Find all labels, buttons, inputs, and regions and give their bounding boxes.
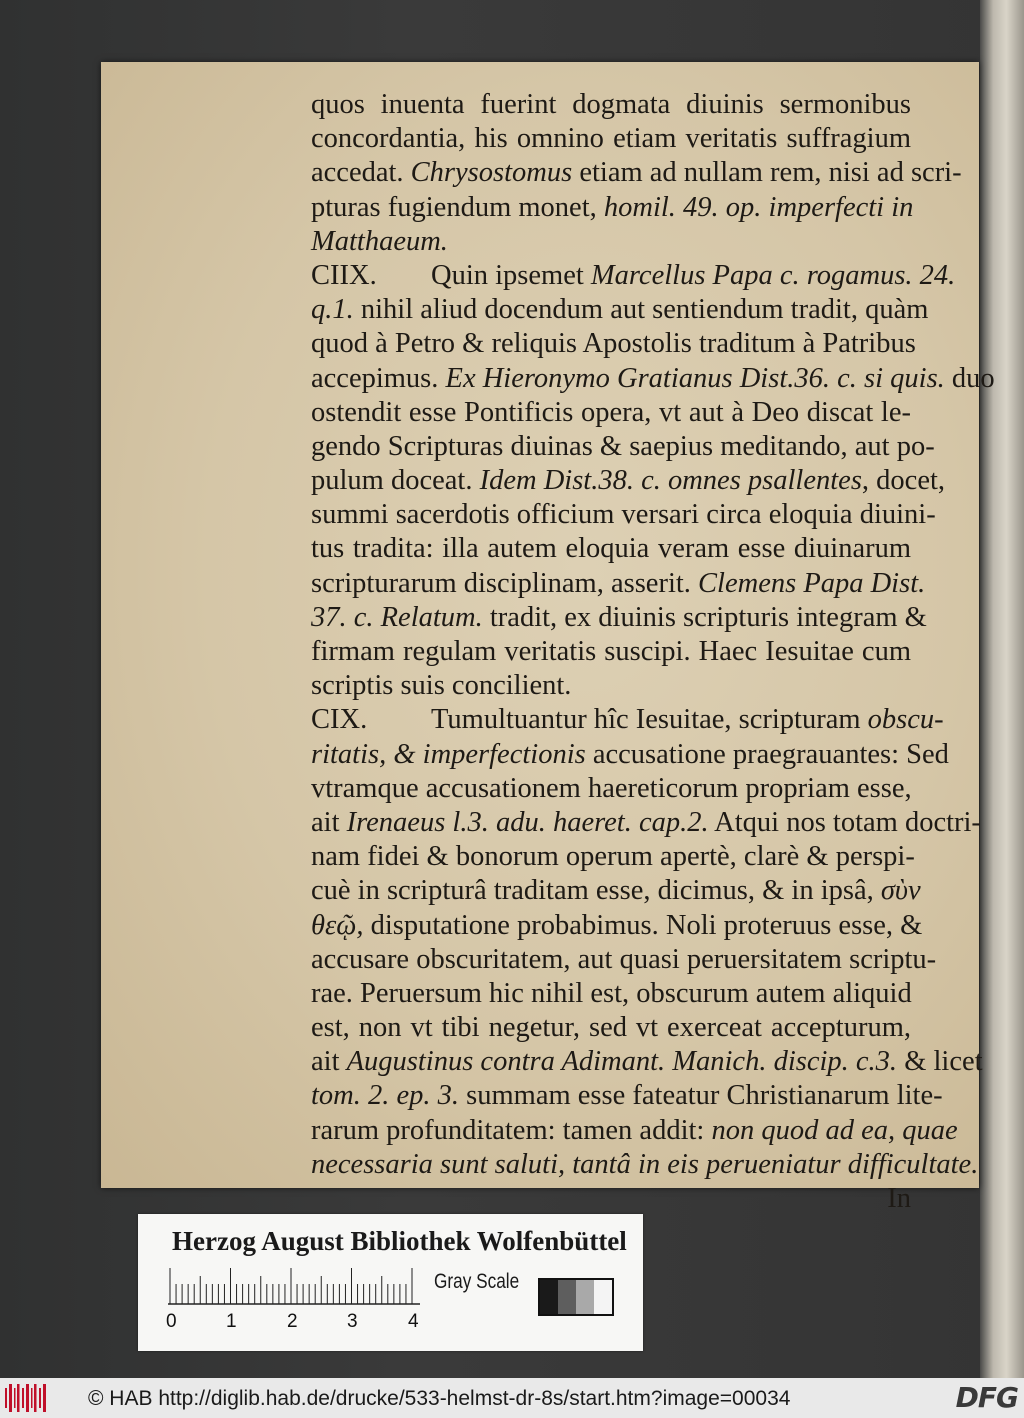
text-run: accusatione praegrauantes: Sed: [585, 738, 949, 770]
text-line: [311, 601, 927, 635]
text-line: [311, 1011, 911, 1045]
gray-swatch: [576, 1280, 594, 1314]
text-run: accedat.: [311, 157, 411, 189]
italic-text: Matthaeum.: [311, 225, 448, 257]
text-line: [311, 738, 949, 772]
text-run: tradit, ex diuinis scripturis integram &: [482, 601, 927, 633]
italic-text: Chrysostomus: [410, 157, 573, 189]
text-run: rarum profunditatem: tamen addit:: [311, 1114, 712, 1146]
text-run: disputatione probabimus. Noli proteruus esse, &: [363, 909, 923, 941]
text-line: [311, 567, 926, 601]
text-line: [311, 1045, 983, 1079]
text-run: ait: [311, 806, 347, 838]
page-text: [311, 88, 995, 1216]
text-run: est, non vt tibi negetur, sed vt exerceat accepturum,: [311, 1012, 911, 1044]
text-run: summi sacerdotis officium versari circa eloquia diuini-: [311, 499, 936, 531]
text-run: ostendit esse Pontificis opera, vt aut à Deo discat le-: [311, 396, 911, 428]
italic-text: homil. 49. op. imperfecti in: [603, 191, 914, 223]
italic-text: non quod ad ea, quae: [711, 1114, 958, 1146]
text-line: [311, 362, 995, 396]
barcode-icon: [5, 1384, 49, 1412]
italic-text: necessaria sunt saluti, tantâ in eis perueniatur difficultate.: [311, 1148, 979, 1180]
italic-text: Irenaeus l.3. adu. haeret. cap.2.: [346, 806, 709, 838]
text-line: [311, 396, 911, 430]
italic-text: σὺν: [880, 875, 921, 907]
text-line: [311, 874, 921, 908]
gray-swatch: [540, 1280, 558, 1314]
text-run: Atqui nos totam doctri-: [708, 806, 981, 838]
text-line: [311, 1182, 911, 1216]
text-line: [311, 464, 946, 498]
gray-scale-chart: [538, 1278, 614, 1316]
text-line: [311, 259, 956, 293]
italic-text: Idem Dist.38. c. omnes psallentes: [479, 465, 862, 497]
text-line: [311, 977, 911, 1011]
ruler-number: 3: [347, 1311, 358, 1332]
text-run: quos inuenta fuerint dogmata diuinis sermonibus: [311, 89, 911, 120]
text-line: [311, 191, 914, 225]
text-run: pturas fugiendum monet,: [311, 191, 604, 223]
text-run: ait: [311, 1046, 347, 1078]
italic-text: Ex Hieronymo Gratianus Dist.36. c. si quis.: [445, 362, 945, 394]
text-run: duo: [944, 362, 995, 394]
text-run: Tumultuantur hîc Iesuitae, scripturam: [431, 704, 868, 736]
text-line: [311, 327, 916, 361]
text-run: nihil aliud docendum aut sentiendum tradit, quàm: [353, 294, 929, 326]
text-line: [311, 156, 962, 190]
text-run: etiam ad nullam rem, nisi ad scri-: [572, 157, 962, 189]
section-number: CIX.: [311, 704, 368, 736]
italic-text: tom. 2. ep. 3.: [311, 1080, 460, 1112]
gray-swatch: [558, 1280, 576, 1314]
text-run: gendo Scripturas diuinas & saepius meditando, aut po-: [311, 430, 935, 462]
ruler-number: 2: [287, 1311, 298, 1332]
library-label-card: [138, 1214, 643, 1351]
text-line: [311, 430, 935, 464]
italic-text: q.1.: [311, 294, 354, 326]
text-line: [311, 293, 929, 327]
text-line: [311, 806, 981, 840]
text-line: [311, 635, 911, 669]
text-line: [311, 1114, 958, 1148]
italic-text: Clemens Papa Dist.: [698, 567, 926, 599]
text-line: [311, 840, 915, 874]
text-run: nam fidei & bonorum operum apertè, clarè & perspi-: [311, 841, 915, 873]
text-run: scriptis suis concilient.: [311, 670, 572, 702]
text-run: cuè in scripturâ traditam esse, dicimus, & in ipsâ,: [311, 875, 881, 907]
viewer-footer: [0, 1378, 1024, 1418]
text-line: [311, 225, 911, 259]
library-name: Herzog August Bibliothek Wolfenbüttel: [172, 1226, 627, 1256]
text-run: tus tradita: illa autem eloquia veram esse diuinarum: [311, 533, 911, 565]
text-run: accusare obscuritatem, aut quasi peruersitatem scriptu-: [311, 943, 937, 975]
dfg-logo: DFG: [955, 1381, 1018, 1414]
ruler-number: 1: [226, 1311, 237, 1332]
ruler-number: 4: [408, 1311, 419, 1332]
text-run: & licet: [897, 1046, 983, 1078]
text-run: quod à Petro & reliquis Apostolis traditum à Patribus: [311, 328, 916, 360]
ruler-scale: [168, 1266, 420, 1306]
text-line: [311, 1079, 943, 1113]
text-line: [311, 1148, 979, 1182]
italic-text: θεῷ,: [311, 909, 364, 941]
text-line: [311, 703, 944, 737]
italic-text: 37. c. Relatum.: [311, 601, 483, 633]
italic-text: Marcellus Papa c. rogamus. 24.: [590, 259, 956, 291]
text-line: [311, 772, 911, 806]
text-line: [311, 498, 936, 532]
italic-text: Augustinus contra Adimant. Manich. discip. c.3.: [346, 1046, 898, 1078]
copyright-url[interactable]: © HAB http://diglib.hab.de/drucke/533-helmst-dr-8s/start.htm?image=00034: [88, 1387, 791, 1410]
text-line: [311, 532, 911, 566]
text-run: summam esse fateatur Christianarum lite-: [459, 1080, 943, 1112]
section-number: CIIX.: [311, 259, 377, 291]
text-run: vtramque accusationem haereticorum propriam esse,: [311, 772, 912, 804]
gray-scale-label: Gray Scale: [434, 1270, 520, 1293]
text-run: accepimus.: [311, 362, 446, 394]
text-run: In: [887, 1183, 911, 1214]
text-run: scripturarum disciplinam, asserit.: [311, 567, 699, 599]
text-run: Quin ipsemet: [431, 259, 591, 291]
text-run: concordantia, his omnino etiam veritatis suffragium: [311, 123, 911, 155]
text-line: [311, 122, 911, 156]
italic-text: ritatis, & imperfectionis: [311, 738, 586, 770]
text-line: [311, 88, 911, 122]
gray-swatch: [594, 1280, 612, 1314]
text-run: firmam regulam veritatis suscipi. Haec Iesuitae cum: [311, 636, 911, 667]
text-line: [311, 909, 923, 943]
text-run: rae. Peruersum hic nihil est, obscurum autem aliquid: [311, 977, 912, 1009]
ruler-number: 0: [166, 1311, 177, 1332]
text-line: [311, 669, 911, 703]
book-edge: [980, 0, 1024, 1378]
text-line: [311, 943, 937, 977]
italic-text: obscu-: [867, 704, 944, 736]
text-run: pulum doceat.: [311, 465, 480, 497]
text-run: , docet,: [861, 465, 946, 497]
